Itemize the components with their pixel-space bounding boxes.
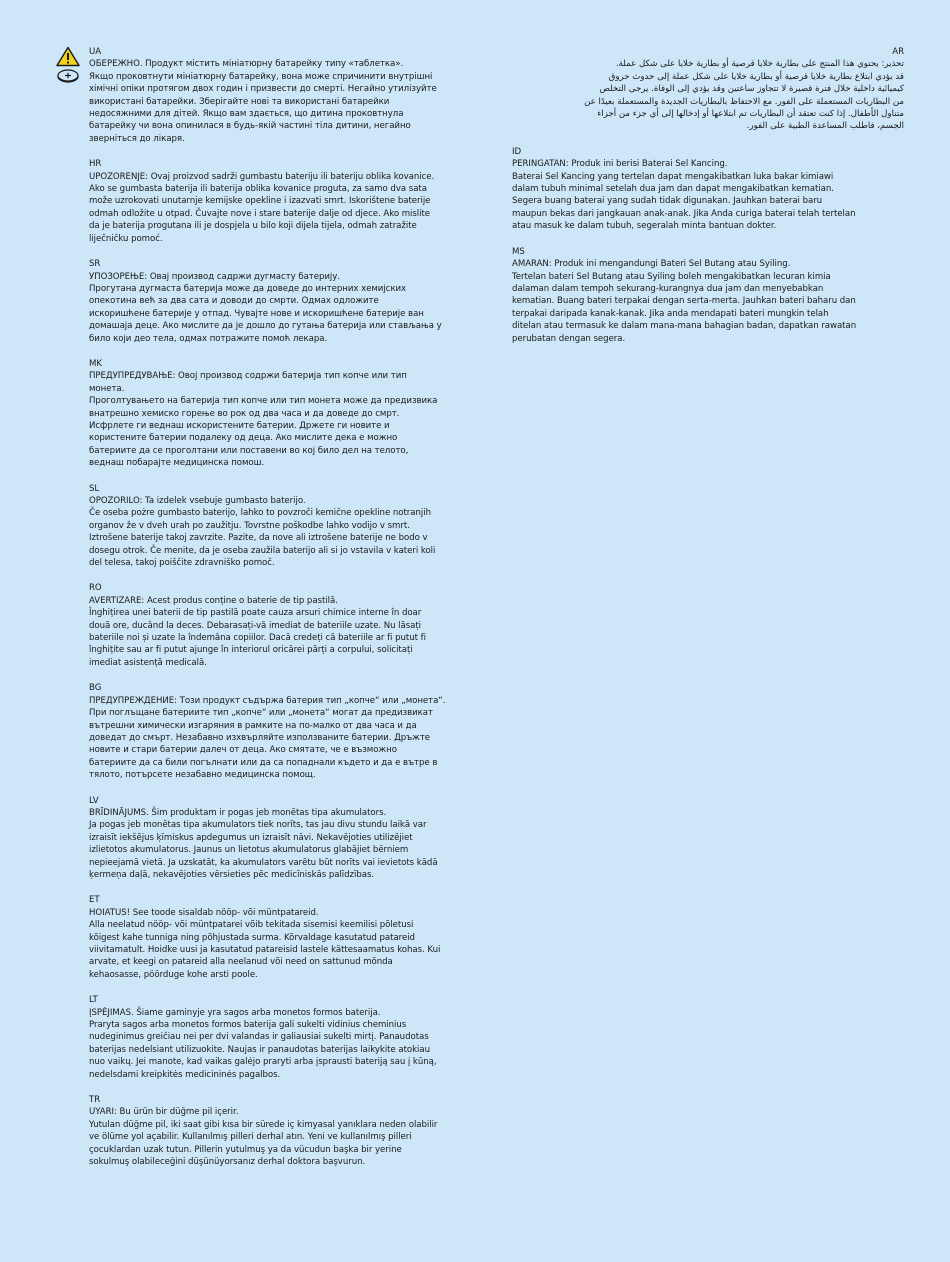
warning-body: Ja pogas jeb monētas tipa akumulators tiek norīts, tas jau divu stundu laikā var izraisīt iekšējus ķīmiskus apdegumus un izraisīt nāvi. Nekavējoties utilizējiet izlietotos akumulatorus. Jaunus un lietotus akumulatorus glabājiet bērniem nepieejamā vietā. Ja uzskatāt, ka akumulators varētu būt norīts vai ievietots kādā ķermeņa daļā, nekavējoties vērsieties pēc medicīniskās palīdzības. (89, 820, 438, 880)
warning-body: Če oseba pożre gumbasto baterijo, lahko to povzroči kemične opekline notranjih organov že v dveh urah po zaužitju. Tovrstne poškodbe lahko vodijo v smrt. Iztrošene baterije takoj zavrzite. Pazite, da nove ali iztrošene baterije ne bodo v dosegu otrok. Če menite, da je oseba zaužila baterijo ali si jo vstavila v kateri koli del telesa, takoj poiščite zdravniško pomoč. (89, 508, 436, 569)
warning-heading: AVERTIZARE: Acest produs conține o baterie de tip pastilă. (89, 595, 338, 606)
warning-body: Ako se gumbasta baterija ili baterija oblika kovanice proguta, za samo dva sata može uzrokovati unutarnje kemijske opekline i izazvati smrt. Iskorištene baterije odmah odložite u otpad. Čuvajte nove i stare baterije dalje od djece. Ako mislite da je baterija progutana ili je dospjela u bilo koji dijela tijela, odmah zatražite liječničku pomoć. (89, 184, 431, 244)
warning-heading: OPOZORILO: Ta izdelek vsebuje gumbasto baterijo. (89, 496, 306, 506)
warning-icons (56, 46, 80, 83)
warning-body: Прогутана дугмаста батерија може да доведе до интерних хемијских опекотина већ за два сата и доводи до смрти. Одмах одложите искоришћене батерије у отпад. Чувајте нове и искоришћене батерије ван домашаја деце. Ако мислите да је дошло до гутања батерија или стављања у било који део тела, одмах потражите помоћ лекара. (89, 283, 442, 344)
language-code: TR (89, 1095, 101, 1106)
warning-body: قد يؤدي ابتلاع بطارية خلايا قرصية أو بطارية خلايا على شكل عملة إلى حدوث حروق كيميائية داخلية خلال فترة قصيرة لا تتجاوز ساعتين وقد يؤدي إلى الوفاة. يرجى التخلص من البطاريات المستعملة على الفور. مع الاحتفاظ بالبطاريات الجديدة والمستعملة بعيدًا عن متناول الأطفال. إذا كنت تعتقد أن البطاريات تم ابتلاعها أو إدخالها إلى أي جزء من أجزاء الجسم، فاطلب المساعدة الطبية على الفور. (584, 71, 904, 132)
warning-body: Înghițirea unei baterii de tip pastilă poate cauza arsuri chimice interne în doar două ore, ducând la deces. Debarasați-vă imediat de bateriile uzate. Nu lăsați bateriile noi și uzate la îndemâna copiilor. Dacă credeți că bateriile ar fi putut fi înghițite sau ar fi putut ajunge în interiorul oricărei părți a corpului, solicitați imediat asistență medicală. (89, 608, 426, 668)
language-code: RO (89, 583, 102, 594)
warning-heading: BRĪDINĀJUMS. Šim produktam ir pogas jeb monētas tipa akumulators. (89, 807, 387, 818)
language-code: LT (89, 995, 98, 1006)
warning-heading: UYARI: Bu ürün bir düğme pil içerir. (89, 1107, 239, 1118)
warning-section-ms (512, 246, 904, 345)
warning-section-bg (89, 682, 484, 781)
warning-section-lv (89, 795, 484, 882)
warning-section-sl (89, 483, 484, 570)
warning-heading: UPOZORENJE: Ovaj proizvod sadrži gumbastu bateriju ili bateriju oblika kovanice. (89, 171, 435, 182)
warning-heading: PERINGATAN: Produk ini berisi Baterai Sel Kancing. (512, 159, 728, 170)
warning-section-id (512, 146, 904, 233)
warning-heading: ПРЕДУПРЕДУВАЊЕ: Овој производ содржи батерија тип копче или тип монета. (89, 371, 407, 394)
language-code: LV (89, 795, 99, 806)
warning-body: Якщо проковтнути мініатюрну батарейку, вона може спричинити внутрішні хімічні опіки протягом двох годин і призвести до смерті. Негайно утилізуйте використані батарейки. Зберігайте нові та використані батарейки недосяжними для дітей. Якщо вам здається, що дитина проковтнула батарейку чи вона опинилася в будь-якій частині тіла дитини, негайно зверніться до лікаря. (89, 71, 437, 144)
language-code: AR (892, 47, 904, 57)
language-code: BG (89, 683, 102, 694)
warning-heading: HOIATUS! See toode sisaldab nööp- või müntpatareid. (89, 907, 319, 918)
warning-section-lt (89, 994, 484, 1081)
language-code: ID (512, 146, 522, 157)
warning-body: Baterai Sel Kancing yang tertelan dapat mengakibatkan luka bakar kimiawi dalam tubuh minimal setelah dua jam dan dapat mengakibatkan kematian. Segera buang baterai yang sudah tidak digunakan. Jauhkan baterai baru maupun bekas dari jangkauan anak-anak. Jika Anda curiga baterai telah tertelan atau masuk ke dalam tubuh, segeralah minta bantuan dokter. (512, 171, 856, 232)
warning-body: Tertelan bateri Sel Butang atau Syiling boleh mengakibatkan lecuran kimia dalaman dalam tempoh sekurang-kurangnya dua jam dan menyebabkan kematian. Buang bateri terpakai dengan serta-merta. Jauhkan bateri baharu dan terpakai daripada kanak-kanak. Jika anda mendapati bateri mungkin telah ditelan atau termasuk ke dalam mana-mana bahagian badan, dapatkan rawatan perubatan dengan segera. (512, 271, 857, 344)
warning-body: Alla neelatud nööp- või müntpatarei võib tekitada sisemisi keemilisi põletusi kõigest kahe tunniga ning põhjustada surma. Kõrvaldage kasutatud patareid viivitamatult. Hoidke uusi ja kasutatud patareisid lastele kättesaamatus kohas. Kui arvate, et keegi on patareid alla neelanud või need on sattunud mõnda kehaosasse, pöörduge kohe arsti poole. (89, 920, 441, 980)
warning-section-mk (89, 358, 484, 470)
warning-heading: ОБЕРЕЖНО. Продукт містить мініатюрну батарейку типу «таблетка». (89, 59, 404, 70)
language-code: ET (89, 895, 100, 906)
warning-body: При поглъщане батериите тип „копче“ или „монета“ могат да предизвикат вътрешни химически изгаряния в рамките на по-малко от два часа и да доведат до смърт. Незабавно изхвърляйте използваните батерии. Дръжте новите и стари батерии далеч от деца. Ако смятате, че е възможно батериите да са били погълнати или да са попаднали където и да е вътре в тялото, потърсете незабавно медицинска помощ. (89, 708, 438, 781)
language-code: MK (89, 358, 102, 369)
warning-section-hr (89, 158, 484, 245)
warning-section-ro (89, 582, 484, 669)
warning-heading: УПОЗОРЕЊЕ: Овај производ садржи дугмасту батерију. (89, 271, 340, 282)
right-column (512, 46, 904, 358)
warning-heading: تحذير: يحتوي هذا المنتج على بطارية خلايا قرصية أو بطارية خلايا على شكل عملة. (615, 59, 904, 70)
warning-section-ua (89, 46, 484, 145)
warning-heading: ПРЕДУПРЕЖДЕНИЕ: Този продукт съдържа батерия тип „копче“ или „монета“. (89, 695, 446, 706)
warning-body: Yutulan düğme pil, iki saat gibi kısa bir sürede iç kimyasal yanıklara neden olabilir ve ölüme yol açabilir. Kullanılmış pilleri derhal atın. Yeni ve kullanılmış pilleri çocuklardan uzak tutun. Pillerin yutulmuş ya da vücudun başka bir yerine sokulmuş olabileceğini düşünüyorsanız derhal doktora başvurun. (89, 1119, 438, 1168)
warning-section-ar (512, 46, 904, 133)
warning-section-tr (89, 1094, 484, 1168)
language-code: MS (512, 246, 525, 257)
coin-battery-icon (56, 69, 80, 83)
warning-body: Praryta sagos arba monetos formos baterija gali sukelti vidinius cheminius nudeginimus greičiau nei per dvi valandas ir galiausiai sukelti mirtį. Panaudotas baterijas nedelsiant utilizuokite. Naujas ir panaudotas baterijas laikykite atokiau nuo vaikų. Jei manote, kad vaikas galėjo praryti arba įsprausti bateriją sau į kūną, nedelsdami kreipkitės medicininės pagalbos. (89, 1020, 437, 1080)
warning-heading: ĮSPĖJIMAS. Šiame gaminyje yra sagos arba monetos formos baterija. (89, 1007, 381, 1018)
warning-heading: AMARAN: Produk ini mengandungi Bateri Sel Butang atau Syiling. (512, 259, 791, 270)
warning-body: Проголтувањето на батерија тип копче или тип монета може да предизвика внатрешно хемиско горење во рок од два часа и да доведе до смрт. Исфрлете ги веднаш искористените батерии. Држете ги новите и користените батерии подалеку од деца. Ако мислите дека е можно батериите да се проголтани или поставени во кој било дел на телото, веднаш побарајте медицинска помош. (89, 396, 438, 469)
left-column (89, 46, 484, 1182)
language-code: SR (89, 259, 101, 270)
language-code: HR (89, 159, 102, 170)
language-code: UA (89, 47, 102, 57)
warning-triangle-icon (56, 46, 80, 67)
warning-section-et (89, 894, 484, 981)
warning-section-sr (89, 258, 484, 345)
language-code: SL (89, 483, 100, 494)
